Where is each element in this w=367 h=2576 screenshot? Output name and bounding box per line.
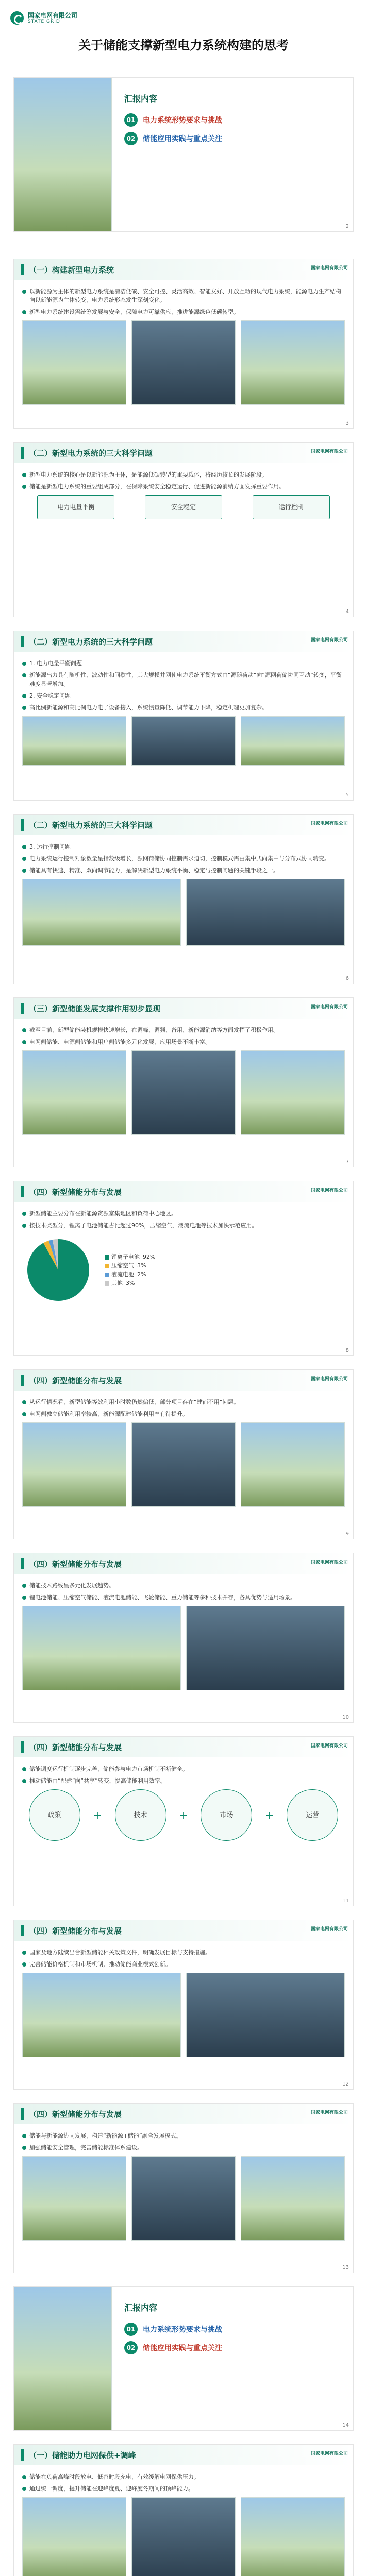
illustration-image	[22, 716, 126, 766]
slides2-container	[0, 2444, 367, 2576]
bullet-item	[22, 2131, 345, 2140]
slide-title: （四）新型储能分布与发展	[29, 1187, 122, 1197]
slide-logo: 国家电网有限公司	[310, 449, 348, 454]
page-number: 5	[345, 792, 349, 798]
bullet-item	[22, 691, 345, 700]
bullet-item	[22, 2143, 345, 2152]
bullet-text: 3. 运行控制问题	[29, 843, 71, 850]
illustration-image	[131, 1422, 236, 1507]
toc-item-1[interactable]	[124, 2323, 341, 2336]
illustration-image	[131, 2497, 236, 2576]
page-header	[0, 0, 367, 77]
bullet-item	[22, 1581, 345, 1590]
toc-item-2[interactable]	[124, 2341, 341, 2354]
pie-chart	[22, 1234, 94, 1306]
bullet-text: 推动储能由“配建”向“共享”转变，提高储能利用效率。	[29, 1777, 166, 1784]
slide-header	[14, 998, 353, 1019]
toc-heading: 汇报内容	[124, 94, 158, 104]
slide-header	[14, 259, 353, 280]
legend-label: 其他	[111, 1280, 123, 1286]
slide-logo: 国家电网有限公司	[310, 1743, 348, 1749]
slide-logo: 国家电网有限公司	[310, 1560, 348, 1565]
slide	[13, 814, 354, 984]
bullet-text: 储能是新型电力系统的重要组成部分，在保障系统安全稳定运行、促进新能源消纳方面发挥重要作用。	[29, 483, 285, 490]
bullet-item	[22, 703, 345, 712]
bullet-dot-icon	[22, 662, 26, 666]
illustration-image	[186, 879, 345, 946]
bullet-dot-icon	[22, 1224, 26, 1228]
bullet-text: 新型储能主要分布在新能源资源富集地区和负荷中心地区。	[29, 1210, 177, 1217]
slide-body	[14, 280, 353, 412]
bullet-dot-icon	[22, 1962, 26, 1967]
bullet-dot-icon	[22, 1028, 26, 1032]
bullet-item	[22, 1776, 345, 1785]
slide-visual	[22, 1789, 345, 1841]
slide-header	[14, 1553, 353, 1574]
illustration-image	[22, 1606, 181, 1690]
bullet-text: 2. 安全稳定问题	[29, 692, 71, 699]
bullet-dot-icon	[22, 1596, 26, 1600]
bullet-dot-icon	[22, 694, 26, 698]
bullet-item	[22, 1398, 345, 1406]
legend-label: 锂离子电池	[111, 1253, 140, 1260]
slide-header	[14, 1737, 353, 1757]
slide-header	[14, 2104, 353, 2124]
header-accent-bar	[21, 2449, 24, 2461]
header-accent-bar	[21, 447, 24, 459]
bullet-dot-icon	[22, 2487, 26, 2491]
slide-title: （四）新型储能分布与发展	[29, 1559, 122, 1569]
legend-item	[105, 1252, 155, 1261]
slide-title: （二）新型电力系统的三大科学问题	[29, 820, 153, 830]
slide-visual	[22, 2156, 345, 2241]
slide-body	[14, 1757, 353, 1848]
slide-title: （四）新型储能分布与发展	[29, 1926, 122, 1936]
state-grid-logo-icon	[10, 11, 24, 25]
slide-logo: 国家电网有限公司	[310, 1188, 348, 1193]
bullet-item	[22, 1593, 345, 1602]
bullet-dot-icon	[22, 290, 26, 294]
slide-title: （三）新型储能发展支撑作用初步显现	[29, 1004, 161, 1013]
illustration-image	[22, 320, 126, 405]
slide-body	[14, 2465, 353, 2576]
slide-visual	[22, 1973, 345, 2057]
slide	[13, 442, 354, 617]
slide-logo: 国家电网有限公司	[310, 1927, 348, 1932]
bullet-dot-icon	[22, 2134, 26, 2138]
slide	[13, 1736, 354, 1906]
toc-text: 储能应用实践与重点关注	[143, 2344, 222, 2352]
toc-text: 储能应用实践与重点关注	[143, 135, 222, 143]
slide-header	[14, 2445, 353, 2465]
plus-icon: +	[93, 1808, 102, 1821]
illustration-image	[131, 716, 236, 766]
bullet-dot-icon	[22, 485, 26, 489]
bullet-item	[22, 1209, 345, 1218]
slide-body	[14, 652, 353, 773]
bullet-dot-icon	[22, 845, 26, 849]
bullet-text: 新能源出力具有随机性、波动性和间歇性，其大规模并网使电力系统平衡方式由“源随荷动”向“源网荷储协同互动”转变，平衡难度显著增加。	[29, 672, 342, 687]
slide-logo: 国家电网有限公司	[310, 1005, 348, 1010]
illustration-image	[186, 1606, 345, 1690]
slide-visual	[22, 1606, 345, 1690]
slide-header	[14, 1920, 353, 1941]
bullet-dot-icon	[22, 706, 26, 710]
slide-header	[14, 815, 353, 835]
slide-title: （二）新型电力系统的三大科学问题	[29, 637, 153, 647]
legend-label: 液流电池	[111, 1271, 134, 1278]
slide-visual	[22, 495, 345, 519]
bullet-dot-icon	[22, 1412, 26, 1416]
flow-node: 政策	[29, 1789, 80, 1841]
bullet-dot-icon	[22, 1767, 26, 1771]
flow-node: 市场	[201, 1789, 252, 1841]
slide-logo: 国家电网有限公司	[310, 2451, 348, 2456]
page-number: 14	[342, 2422, 349, 2428]
bullet-text: 电力系统运行控制对象数量呈指数级增长，源网荷储协同控制需求迫切，控制模式需由集中式向集中与分布式协同转变。	[29, 855, 330, 862]
toc-num: 02	[124, 2341, 138, 2354]
page-number: 13	[342, 2265, 349, 2270]
slide-visual	[22, 716, 345, 766]
page-number: 9	[345, 1531, 349, 1537]
bullet-text: 完善储能价格机制和市场机制，推动储能商业模式创新。	[29, 1961, 171, 1968]
bullet-text: 储能技术路线呈多元化发展趋势。	[29, 1582, 114, 1589]
slide-logo: 国家电网有限公司	[310, 2110, 348, 2115]
bullet-dot-icon	[22, 857, 26, 861]
slide-title: （一）储能助力电网保供+调峰	[29, 2450, 136, 2460]
toc-num: 01	[124, 2323, 138, 2336]
bullet-item	[22, 671, 345, 688]
slide-title: （一）构建新型电力系统	[29, 265, 114, 275]
illustration-image	[131, 1050, 236, 1135]
bullet-text: 通过统一调度，提升储能在迎峰度夏、迎峰度冬期间的顶峰能力。	[29, 2485, 194, 2492]
bullet-text: 储能在负荷高峰时段放电、低谷时段充电，有效缓解电网保供压力。	[29, 2473, 199, 2480]
bullet-text: 储能具有快速、精准、双向调节能力，是解决新型电力系统平衡、稳定与控制问题的关键手段之一。	[29, 867, 279, 874]
bullet-text: 储能与新能源协同发展，构建“新能源+储能”融合发展模式。	[29, 2132, 182, 2139]
header-accent-bar	[21, 1558, 24, 1569]
slide-body	[14, 835, 353, 953]
bullet-text: 新型电力系统建设需统筹发展与安全，保障电力可靠供应，推进能源绿色低碳转型。	[29, 309, 239, 315]
bullet-item	[22, 1960, 345, 1969]
bullet-text: 新型电力系统的核心是以新能源为主体，是能源低碳转型的重要载体，将经历较长的发展阶段。	[29, 471, 268, 478]
slide-body	[14, 1391, 353, 1514]
bullet-item	[22, 308, 345, 316]
bullet-dot-icon	[22, 1584, 26, 1588]
slides-container	[0, 259, 367, 2273]
header-accent-bar	[21, 2108, 24, 2120]
bullet-item	[22, 1038, 345, 1046]
slide-title: （四）新型储能分布与发展	[29, 2109, 122, 2119]
slide-header	[14, 443, 353, 463]
illustration-image	[22, 1050, 126, 1135]
bullet-dot-icon	[22, 473, 26, 477]
bullet-item	[22, 659, 345, 668]
slide-title: （二）新型电力系统的三大科学问题	[29, 448, 153, 458]
bullet-dot-icon	[22, 869, 26, 873]
slide-body	[14, 1941, 353, 2064]
bullet-item	[22, 1948, 345, 1957]
slide	[13, 2444, 354, 2576]
slide-logo: 国家电网有限公司	[310, 821, 348, 826]
header-accent-bar	[21, 1003, 24, 1014]
header-accent-bar	[21, 1375, 24, 1386]
slide-header	[14, 1181, 353, 1202]
legend-swatch	[105, 1273, 109, 1277]
bullet-text: 截至目前，新型储能装机规模快速增长，在调峰、调频、备用、新能源消纳等方面发挥了积极作用。	[29, 1027, 279, 1033]
legend-item	[105, 1279, 155, 1287]
bullet-dot-icon	[22, 2475, 26, 2479]
page-number: 10	[342, 1715, 349, 1720]
header-accent-bar	[21, 819, 24, 831]
document-title: 关于储能支撑新型电力系统构建的思考	[78, 38, 289, 53]
illustration-image	[241, 320, 345, 405]
slide	[13, 1553, 354, 1723]
illustration-image	[241, 716, 345, 766]
bullet-dot-icon	[22, 1040, 26, 1044]
page-number: 11	[342, 1898, 349, 1904]
bullet-item	[22, 2484, 345, 2493]
diagram-node: 安全稳定	[145, 495, 222, 519]
slide-title: （四）新型储能分布与发展	[29, 1742, 122, 1752]
brand	[10, 11, 357, 25]
page-number: 4	[345, 609, 349, 615]
slide	[13, 259, 354, 429]
flow-node: 技术	[115, 1789, 166, 1841]
pie-legend	[105, 1252, 155, 1287]
bullet-dot-icon	[22, 2146, 26, 2150]
slide	[13, 1369, 354, 1539]
slide	[13, 2103, 354, 2273]
slide-logo: 国家电网有限公司	[310, 638, 348, 643]
illustration-image	[22, 879, 181, 946]
toc-item-2[interactable]	[124, 132, 341, 145]
page-number: 2	[345, 224, 349, 229]
toc-item-1[interactable]	[124, 113, 341, 127]
illustration-image	[131, 2156, 236, 2241]
bullet-text: 从运行情况看，新型储能等效利用小时数仍然偏低，部分项目存在“建而不用”问题。	[29, 1399, 240, 1405]
page-number: 7	[345, 1159, 349, 1165]
bullet-text: 电网侧独立储能利用率较高，新能源配建储能利用率有待提升。	[29, 1411, 188, 1417]
slide-visual	[22, 879, 345, 946]
slide-visual	[22, 2497, 345, 2576]
slide-body	[14, 1574, 353, 1698]
legend-item	[105, 1270, 155, 1279]
bullet-item	[22, 482, 345, 491]
page-number: 12	[342, 2081, 349, 2087]
slide-visual	[22, 1422, 345, 1507]
slide-header	[14, 631, 353, 652]
bullet-dot-icon	[22, 1212, 26, 1216]
bullet-item	[22, 1221, 345, 1230]
company-name-cn: 国家电网有限公司	[28, 12, 78, 19]
legend-item	[105, 1261, 155, 1270]
legend-label: 压缩空气	[111, 1262, 134, 1269]
bullet-item	[22, 1026, 345, 1035]
legend-value: 2%	[137, 1271, 146, 1278]
bullet-item	[22, 287, 345, 304]
plus-icon: +	[265, 1808, 274, 1821]
bullet-text: 国家及地方陆续出台新型储能相关政策文件，明确发展目标与支持措施。	[29, 1949, 211, 1956]
bullet-text: 高比例新能源和高比例电力电子设备接入，系统惯量降低、调节能力下降，稳定机理更加复杂。	[29, 704, 268, 711]
slide-title: （四）新型储能分布与发展	[29, 1376, 122, 1385]
illustration-image	[241, 2156, 345, 2241]
bullet-dot-icon	[22, 673, 26, 677]
slide-body	[14, 463, 353, 527]
bullet-item	[22, 470, 345, 479]
bullet-text: 锂电池储能、压缩空气储能、液流电池储能、飞轮储能、重力储能等多种技术并存，各具优势与适用场景。	[29, 1594, 296, 1601]
toc-text: 电力系统形势要求与挑战	[143, 116, 222, 125]
legend-value: 3%	[137, 1262, 146, 1269]
bullet-dot-icon	[22, 310, 26, 314]
illustration-image	[186, 1973, 345, 2057]
legend-swatch	[105, 1264, 109, 1268]
header-accent-bar	[21, 636, 24, 647]
header-accent-bar	[21, 1186, 24, 1197]
slide-visual	[22, 320, 345, 405]
slide	[13, 997, 354, 1167]
slide	[13, 631, 354, 801]
bullet-item	[22, 1765, 345, 1773]
bullet-dot-icon	[22, 1951, 26, 1955]
plus-icon: +	[179, 1808, 188, 1821]
header-accent-bar	[21, 264, 24, 275]
bullet-item	[22, 854, 345, 863]
slide-visual	[22, 1234, 345, 1306]
bullet-item	[22, 866, 345, 875]
illustration-image	[22, 2156, 126, 2241]
toc-heading: 汇报内容	[124, 2303, 158, 2313]
diagram-node: 运行控制	[253, 495, 330, 519]
bullet-item	[22, 1410, 345, 1418]
illustration-image	[22, 1422, 126, 1507]
company-name-en: STATE GRID	[28, 19, 60, 24]
toc-text: 电力系统形势要求与挑战	[143, 2326, 222, 2334]
slide	[13, 1181, 354, 1356]
bullet-dot-icon	[22, 1400, 26, 1404]
legend-value: 3%	[126, 1280, 135, 1286]
illustration-image	[22, 1973, 181, 2057]
bullet-text: 加强储能安全管理，完善储能标准体系建设。	[29, 2144, 143, 2151]
bullet-text: 以新能源为主体的新型电力系统是清洁低碳、安全可控、灵活高效、智能友好、开放互动的现代电力系统，能源电力生产结构向以新能源为主体转变，电力系统形态发生深刻变化。	[29, 288, 341, 303]
illustration-image	[241, 1422, 345, 1507]
slide-toc	[13, 77, 354, 232]
slide	[13, 1920, 354, 2090]
illustration-image	[241, 1050, 345, 1135]
slide-visual	[22, 1050, 345, 1135]
bullet-dot-icon	[22, 1779, 26, 1783]
cover-image	[14, 2287, 112, 2430]
bullet-text: 储能调度运行机制逐步完善，储能参与电力市场机制不断健全。	[29, 1766, 188, 1772]
illustration-image	[131, 320, 236, 405]
bullet-item	[22, 2472, 345, 2481]
slide-toc-2	[13, 2286, 354, 2431]
page-number: 8	[345, 1348, 349, 1353]
toc-num: 01	[124, 113, 138, 127]
diagram-node: 电力电量平衡	[37, 495, 114, 519]
legend-swatch	[105, 1255, 109, 1260]
bullet-text: 1. 电力电量平衡问题	[29, 660, 82, 667]
legend-swatch	[105, 1281, 109, 1286]
cover-image	[14, 78, 112, 231]
slide-header	[14, 1370, 353, 1391]
header-accent-bar	[21, 1925, 24, 1936]
slide-logo: 国家电网有限公司	[310, 1377, 348, 1382]
slide-body	[14, 1019, 353, 1142]
page-number: 3	[345, 420, 349, 426]
legend-value: 92%	[143, 1253, 156, 1260]
page-number: 6	[345, 976, 349, 981]
illustration-image	[241, 2497, 345, 2576]
flow-node: 运营	[287, 1789, 338, 1841]
illustration-image	[22, 2497, 126, 2576]
header-accent-bar	[21, 1741, 24, 1753]
bullet-text: 电网侧储能、电源侧储能和用户侧储能多元化发展，应用场景不断丰富。	[29, 1039, 211, 1045]
slide-body	[14, 1202, 353, 1313]
bullet-item	[22, 842, 345, 851]
slide-logo: 国家电网有限公司	[310, 266, 348, 271]
slide-body	[14, 2124, 353, 2248]
bullet-text: 按技术类型分，锂离子电池储能占比超过90%，压缩空气、液流电池等技术加快示范应用。	[29, 1222, 258, 1229]
toc-num: 02	[124, 132, 138, 145]
